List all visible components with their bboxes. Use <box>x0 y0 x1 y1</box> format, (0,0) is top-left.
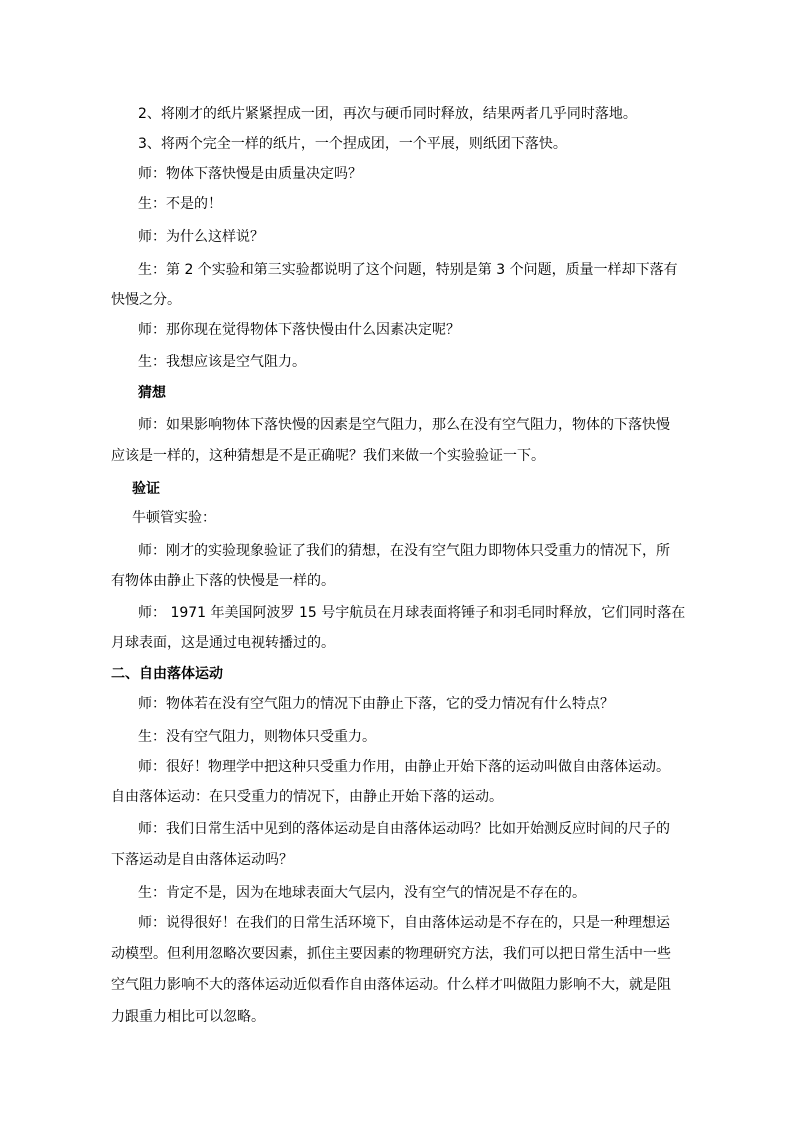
paragraph-line: 师：物体下落快慢是由质量决定吗？ <box>138 166 362 182</box>
paragraph-line: 师：如果影响物体下落快慢的因素是空气阻力，那么在没有空气阻力，物体的下落快慢 <box>138 417 670 433</box>
paragraph-line: 师：很好！物理学中把这种只受重力作用，由静止开始下落的运动叫做自由落体运动。 <box>138 759 670 775</box>
section-heading-verify: 验证 <box>132 481 160 497</box>
paragraph-line: 有物体由静止下落的快慢是一样的。 <box>111 573 335 589</box>
paragraph-line: 生：没有空气阻力，则物体只受重力。 <box>138 729 376 745</box>
paragraph-line: 牛顿管实验： <box>132 510 216 526</box>
paragraph-line: 应该是一样的，这种猜想是不是正确呢？我们来做一个实验验证一下。 <box>111 448 545 464</box>
paragraph-line: 空气阻力影响不大的落体运动近似看作自由落体运动。什么样才叫做阻力影响不大，就是阻 <box>111 977 671 993</box>
paragraph-line: 2、将刚才的纸片紧紧捏成一团，再次与硬币同时释放，结果两者几乎同时落地。 <box>138 106 637 122</box>
paragraph-line: 师： 1971 年美国阿波罗 15 号宇航员在月球表面将锤子和羽毛同时释放，它们同时落在 <box>138 605 686 621</box>
paragraph-line: 师：说得很好！在我们的日常生活环境下，自由落体运动是不存在的，只是一种理想运 <box>138 915 670 931</box>
paragraph-line: 下落运动是自由落体运动吗？ <box>111 852 293 868</box>
section-heading-free-fall: 二、自由落体运动 <box>111 666 223 682</box>
paragraph-line: 力跟重力相比可以忽略。 <box>111 1009 265 1025</box>
paragraph-line: 生：我想应该是空气阻力。 <box>138 354 306 370</box>
paragraph-line: 师：我们日常生活中见到的落体运动是自由落体运动吗？比如开始测反应时间的尺子的 <box>138 821 670 837</box>
paragraph-line: 快慢之分。 <box>111 292 181 308</box>
paragraph-line: 生：不是的！ <box>138 196 222 212</box>
paragraph-line: 月球表面，这是通过电视转播过的。 <box>111 635 335 651</box>
paragraph-line: 3、将两个完全一样的纸片，一个捏成团，一个平展，则纸团下落快。 <box>138 136 567 152</box>
paragraph-line: 师：物体若在没有空气阻力的情况下由静止下落，它的受力情况有什么特点？ <box>138 696 614 712</box>
paragraph-line: 师：那你现在觉得物体下落快慢由什么因素决定呢？ <box>138 322 460 338</box>
section-heading-guess: 猜想 <box>138 385 166 401</box>
paragraph-line: 生：第 2 个实验和第三实验都说明了这个问题，特别是第 3 个问题，质量一样却下落有 <box>138 262 678 278</box>
definition-line: 自由落体运动：在只受重力的情况下，由静止开始下落的运动。 <box>111 789 503 805</box>
paragraph-line: 师：刚才的实验现象验证了我们的猜想，在没有空气阻力即物体只受重力的情况下，所 <box>138 543 670 559</box>
paragraph-line: 动模型。但利用忽略次要因素，抓住主要因素的物理研究方法，我们可以把日常生活中一些 <box>111 946 671 962</box>
paragraph-line: 生：肯定不是，因为在地球表面大气层内，没有空气的情况是不存在的。 <box>138 885 586 901</box>
paragraph-line: 师：为什么这样说？ <box>138 229 264 245</box>
